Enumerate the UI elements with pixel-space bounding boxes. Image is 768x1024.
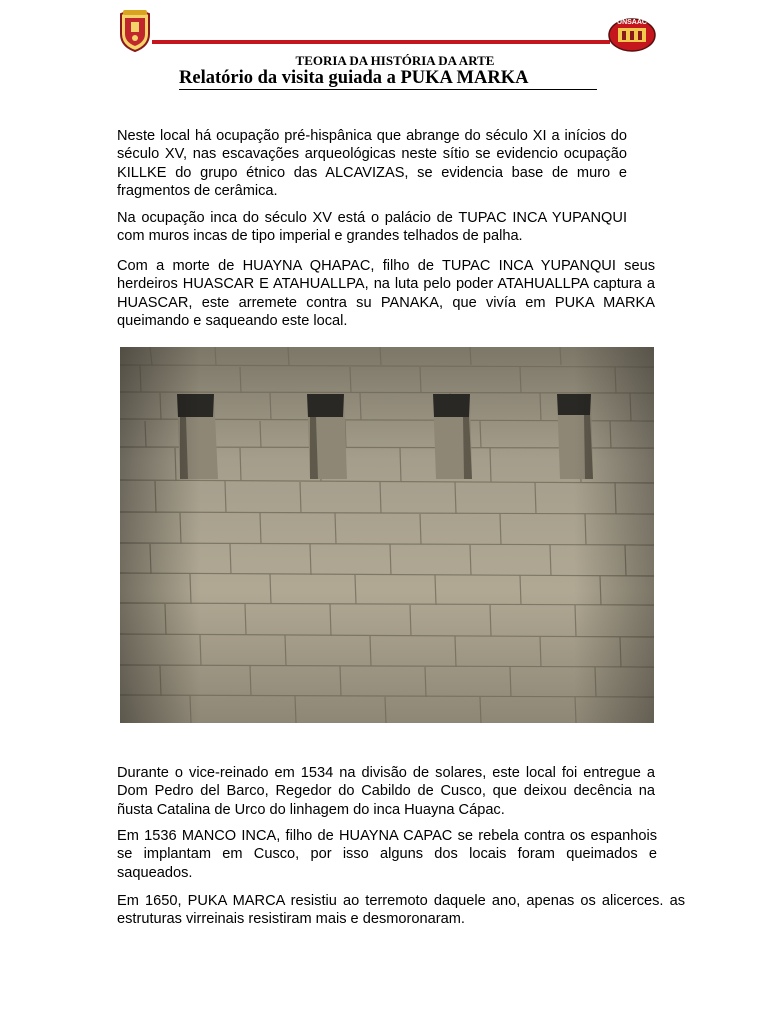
university-logo bbox=[607, 15, 657, 53]
university-logo-text: UNSAAC bbox=[617, 19, 647, 26]
paragraph-succession: Com a morte de HUAYNA QHAPAC, filho de TUPAC INCA YUPANQUI seus herdeiros HUASCAR E ATAHUALLPA, na luta pelo poder ATAHUALLPA captura a HUASCAR, este arremete contra su PANAKA, que vivía em PUKA MARKA queimando e saqueando este local. bbox=[117, 258, 655, 330]
coat-of-arms-logo bbox=[118, 8, 152, 52]
inca-wall-photo bbox=[120, 347, 654, 723]
paragraph-pre-hispanic: Neste local há ocupação pré-hispânica que abrange do século XI a inícios do século XV, nas escavações arqueológicas neste sítio se evidencio ocupação KILLKE do grupo étnico das ALCAVIZAS, se evidencia base de muro e fragmentos de cerâmica. bbox=[117, 128, 627, 200]
paragraph-inca-palace: Na ocupação inca do século XV está o palácio de TUPAC INCA YUPANQUI com muros incas de tipo imperial e grandes telhados de palha. bbox=[117, 210, 627, 245]
course-title: TEORIA DA HISTÓRIA DA ARTE bbox=[295, 53, 495, 68]
paragraph-manco-inca: Em 1536 MANCO INCA, filho de HUAYNA CAPAC se rebela contra os espanhois se implantam em Cusco, por isso alguns dos locais foram queimados e saqueados. bbox=[117, 828, 657, 881]
paragraph-viceroyalty: Durante o vice-reinado em 1534 na divisão de solares, este local foi entregue a Dom Pedro del Barco, Regedor do Cabildo de Cusco, que deixou decência na ñusta Catalina de Urco do linhagem do inca Huayna Cápac. bbox=[117, 765, 655, 818]
header-divider bbox=[152, 40, 610, 44]
paragraph-earthquake: Em 1650, PUKA MARCA resistiu ao terremoto daquele ano, apenas os alicerces. as estruturas virreinais resistiram mais e desmoronaram. bbox=[117, 893, 685, 928]
report-title: Relatório da visita guiada a PUKA MARKA bbox=[179, 68, 597, 90]
